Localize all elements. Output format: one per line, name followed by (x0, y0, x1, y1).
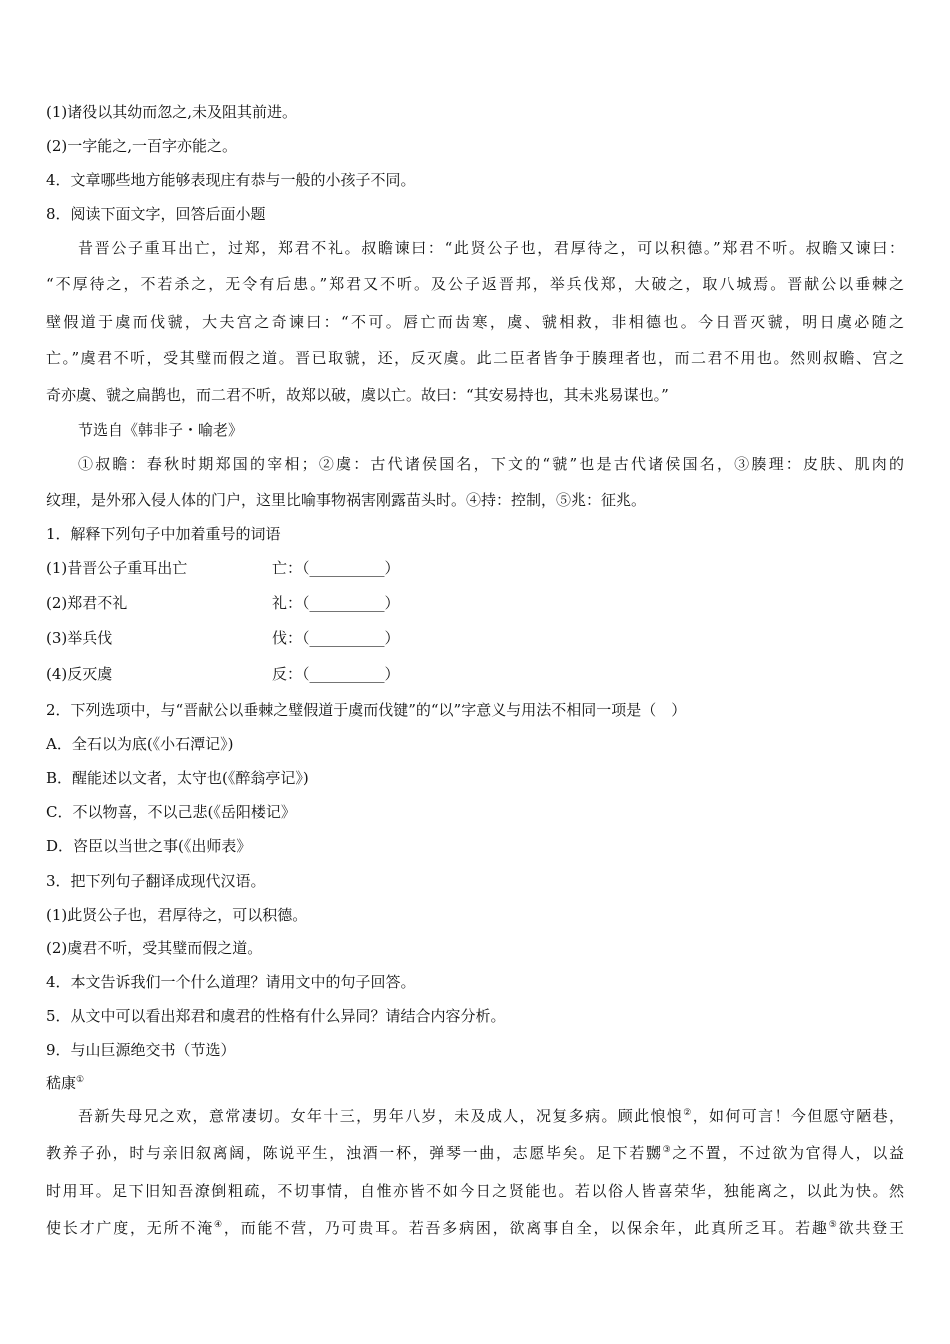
author-name: 嵇康 (46, 1074, 77, 1092)
notes-line-2: 纹理，是外邪入侵人体的门户，这里比喻事物祸害刚露苗头时。④持：控制，⑤兆：征兆。 (46, 491, 647, 509)
question-2-stem: 2．下列选项中，与“晋献公以垂棘之璧假道于虞而伐键”的“以”字意义与用法不相同一项是（ ） (46, 701, 687, 719)
question-1-item-2: (2)郑君不礼 (46, 594, 128, 612)
footnote-mark-2: ② (683, 1108, 693, 1118)
passage-1-line-3: 壁假道于虞而伐虢，大夫宫之奇谏曰：“不可。唇亡而齿寒，虞、虢相救，非相德也。今日晋灭虢，明日虞必随之 (46, 313, 904, 331)
answer-line-2: (2)一字能之,一百字亦能之。 (46, 137, 238, 155)
option-c[interactable]: C．不以物喜，不以己悲(《岳阳楼记》 (46, 803, 296, 821)
answer-blank-2[interactable]: 礼：（__________） (272, 594, 400, 612)
question-1-heading: 1．解释下列句子中加着重号的词语 (46, 525, 281, 543)
question-3-heading: 3．把下列句子翻译成现代汉语。 (46, 872, 266, 890)
question-5: 5．从文中可以看出郑君和虞君的性格有什么异同？请结合内容分析。 (46, 1007, 506, 1025)
passage-2-line-2 (46, 1143, 904, 1163)
footnote-mark-5: ⑤ (828, 1220, 839, 1230)
passage-2-text: 使长才广度，无所不淹 (46, 1219, 215, 1237)
question-1-item-3: (3)举兵伐 (46, 629, 113, 647)
question-1-item-4: (4)反灭虞 (46, 665, 113, 683)
author-line (46, 1073, 84, 1093)
passage-2-text: 欲共登王 (838, 1219, 904, 1237)
answer-blank-4[interactable]: 反：（__________） (272, 665, 400, 683)
passage-2-text: 吾新失母兄之欢，意常凄切。女年十三，男年八岁，未及成人，况复多病。顾此悢悢 (78, 1107, 684, 1125)
question-3-item-2: (2)虞君不听，受其璧而假之道。 (46, 939, 263, 957)
passage-2-line-3: 时用耳。足下旧知吾潦倒粗疏，不切事情，自惟亦皆不如今日之贤能也。若以俗人皆喜荣华，独能离之，以此为快。然 (46, 1182, 904, 1200)
question-4-zhuang: 4．文章哪些地方能够表现庄有恭与一般的小孩子不同。 (46, 171, 416, 189)
passage-2-text: ，如何可言！今但愿守陋巷， (692, 1107, 904, 1125)
answer-blank-1[interactable]: 亡：（__________） (272, 559, 400, 577)
passage-2-line-4 (46, 1218, 904, 1238)
question-4: 4．本文告诉我们一个什么道理？请用文中的句子回答。 (46, 973, 416, 991)
section-9-heading: 9．与山巨源绝交书（节选） (46, 1041, 236, 1059)
passage-2-text: 之不置，不过欲为官得人，以益 (672, 1144, 904, 1162)
passage-1-line-1: 昔晋公子重耳出亡，过郑，郑君不礼。叔瞻谏曰：“此贤公子也，君厚待之，可以积德。”郑君不听。叔瞻又谏曰： (78, 239, 904, 257)
answer-line-1: (1)诸役以其幼而忽之,未及阻其前进。 (46, 103, 298, 121)
passage-2-text: ，而能不营，乃可贵耳。若吾多病困，欲离事自全，以保余年，此真所乏耳。若趣 (223, 1219, 829, 1237)
option-a[interactable]: A．全石以为底(《小石潭记》) (46, 735, 234, 753)
section-8-heading: 8．阅读下面文字，回答后面小题 (46, 205, 266, 223)
footnote-mark-4: ④ (214, 1220, 224, 1230)
passage-1-line-4: 亡。”虞君不听，受其璧而假之道。晋已取虢，还，反灭虞。此二臣者皆争于腠理者也，而二君不用也。然则叔瞻、宫之 (46, 349, 904, 367)
question-1-item-1: (1)昔晋公子重耳出亡 (46, 559, 188, 577)
notes-line-1: ①叔瞻：春秋时期郑国的宰相；②虞：古代诸侯国名，下文的“虢”也是古代诸侯国名，③腠理：皮肤、肌肉的 (78, 455, 904, 473)
question-3-item-1: (1)此贤公子也，君厚待之，可以积德。 (46, 906, 308, 924)
passage-1-line-5: 奇亦虞、虢之扁鹊也，而二君不听，故郑以破，虞以亡。故曰：“其安易持也，其未兆易谋也。” (46, 386, 669, 404)
author-footnote-mark: ① (76, 1075, 85, 1085)
passage-1-line-2: “不厚待之，不若杀之，无令有后患。”郑君又不听。及公子返晋邦，举兵伐郑，大破之，取八城焉。晋献公以垂棘之 (46, 275, 904, 293)
answer-blank-3[interactable]: 伐：（__________） (272, 629, 400, 647)
passage-source: 节选自《韩非子・喻老》 (78, 421, 244, 439)
passage-2-text: 教养子孙，时与亲旧叙离阔，陈说平生，浊酒一杯，弹琴一曲，志愿毕矣。足下若嬲 (46, 1144, 663, 1162)
option-d[interactable]: D．咨臣以当世之事(《出师表》 (46, 837, 252, 855)
option-b[interactable]: B．醒能述以文者，太守也(《醉翁亭记》) (46, 769, 309, 787)
footnote-mark-3: ③ (662, 1145, 673, 1155)
passage-2-line-1 (78, 1106, 904, 1126)
